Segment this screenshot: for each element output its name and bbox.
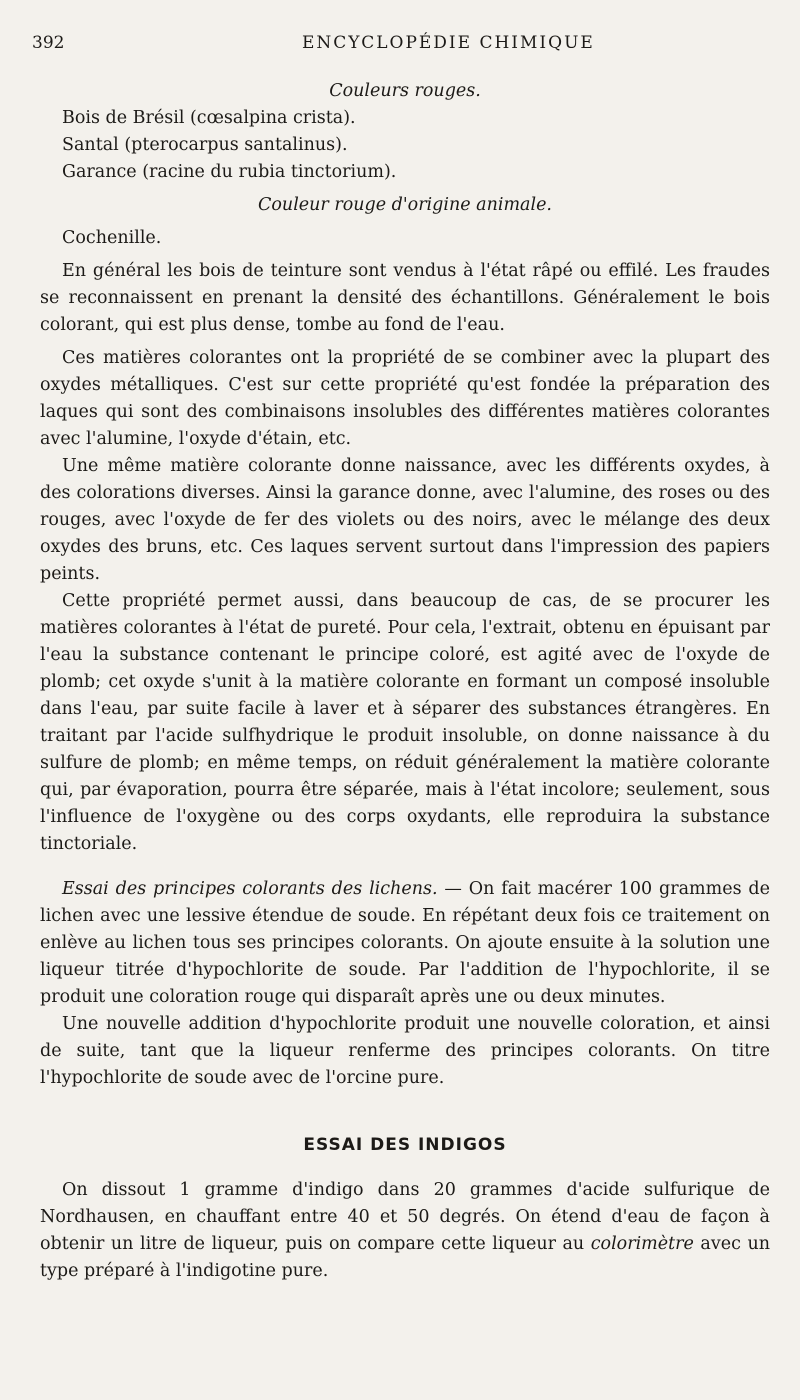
lichens-text: — On fait macérer 100 grammes de lichen avec une lessive étendue de soude. En répétant deux fois ce traitement on enlève au lichen tous ses principes colorants. On ajoute ensuite à la solution une liqueur titrée d'hypochlorite de soude. Par l'addition de l'hypochlorite, il se produit une coloration rouge qui disparaît après une ou deux minutes. <box>40 879 770 1007</box>
body-text <box>40 78 770 1285</box>
section-title: ESSAI DES INDIGOS <box>303 1135 507 1155</box>
paragraph: En général les bois de teinture sont vendus à l'état râpé ou effilé. Les fraudes se reconnaissent en prenant la densité des échantillons. Généralement le bois colorant, qui est plus dense, tombe au fond de l'eau. <box>40 261 770 335</box>
paragraph: Cette propriété permet aussi, dans beaucoup de cas, de se procurer les matières colorantes à l'état de pureté. Pour cela, l'extrait, obtenu en épuisant par l'eau la substance contenant le principe coloré, est agité avec de l'oxyde de plomb; cet oxyde s'unit à la matière colorante en formant un composé insoluble dans l'eau, par suite facile à laver et à séparer des substances étrangères. En traitant par l'acide sulfhydrique le produit insoluble, on donne naissance à du sulfure de plomb; en même temps, on réduit généralement la matière colorante qui, par évaporation, pourra être séparée, mais à l'état incolore; seulement, sous l'influence de l'oxygène ou des corps oxydants, elle reproduira la substance tinctoriale. <box>40 591 770 854</box>
indigos-italic-term: colorimètre <box>590 1234 694 1254</box>
red-colors-heading: Couleurs rouges. <box>329 81 481 101</box>
paragraph: Une même matière colorante donne naissance, avec les différents oxydes, à des colorations diverses. Ainsi la garance donne, avec l'alumine, des roses ou des rouges, avec l'oxyde de fer des violets ou des noirs, avec le mélange des deux oxydes des bruns, etc. Ces laques servent surtout dans l'impression des papiers peints. <box>40 456 770 584</box>
indigos-text-a: On dissout 1 gramme d'indigo dans 20 grammes d'acide sulfurique de Nordhausen, en chauffant entre 40 et 50 degrés. On étend d'eau de façon à obtenir un litre de liqueur, puis on compare cette liqueur au <box>40 1180 770 1254</box>
lichens-paragraph-2: Une nouvelle addition d'hypochlorite produit une nouvelle coloration, et ainsi de suite, tant que la liqueur renferme des principes colorants. On titre l'hypochlorite de soude avec de l'orcine pure. <box>40 1014 770 1088</box>
lichens-lead: Essai des principes colorants des lichens. <box>62 879 438 899</box>
animal-red-item: Cochenille. <box>62 228 162 248</box>
indigos-paragraph <box>40 1177 770 1285</box>
indigos-text-b: avec un type préparé à l'indigotine pure. <box>40 1234 770 1281</box>
lichens-paragraph <box>40 876 770 1011</box>
animal-red-heading: Couleur rouge d'origine animale. <box>258 195 552 215</box>
page-number: 392 <box>32 33 65 53</box>
running-header <box>32 33 772 57</box>
paragraph: Ces matières colorantes ont la propriété de se combiner avec la plupart des oxydes métalliques. C'est sur cette propriété qu'est fondée la préparation des laques qui sont des combinaisons insolubles des différentes matières colorantes avec l'alumine, l'oxyde d'étain, etc. <box>40 348 770 449</box>
red-color-item: Bois de Brésil (cœsalpina crista). <box>62 108 356 128</box>
red-color-item: Garance (racine du rubia tinctorium). <box>62 162 397 182</box>
red-color-item: Santal (pterocarpus santalinus). <box>62 135 348 155</box>
running-title: ENCYCLOPÉDIE CHIMIQUE <box>302 33 595 53</box>
